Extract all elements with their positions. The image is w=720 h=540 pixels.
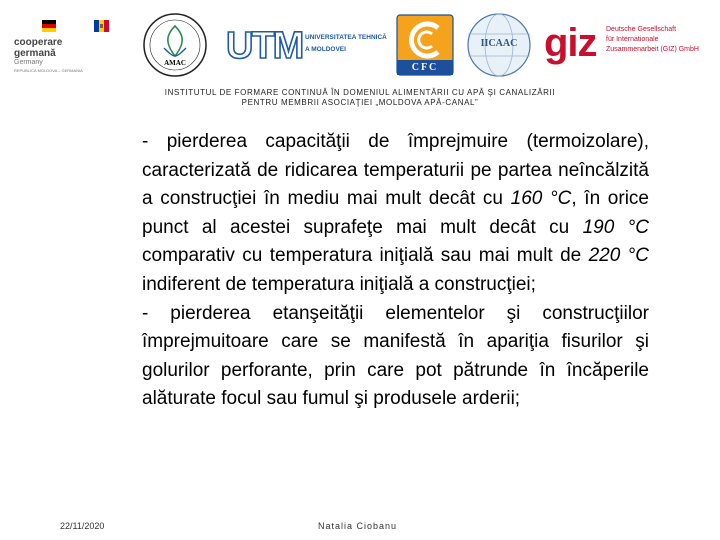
utm-logo: [226, 24, 388, 70]
p1-mid1: , în orice punct al acestei suprafeţe mai mult decât cu: [142, 188, 649, 238]
footer-author: Natalia Ciobanu: [318, 521, 398, 531]
amac-emblem-icon: [142, 12, 208, 78]
cfc-label: CFC: [411, 62, 439, 73]
cooperare-line2: germană: [14, 48, 56, 59]
iicaac-label: IICAAC: [480, 38, 518, 49]
institute-line2: PENTRU MEMBRII ASOCIAŢIEI „MOLDOVA APĂ-CANAL”: [241, 98, 479, 107]
slide-body: [68, 128, 649, 414]
cooperare-caption: REPUBLICA MOLDOVA – GERMANIA: [14, 68, 83, 73]
institute-line1: INSTITUTUL DE FORMARE CONTINUĂ ÎN DOMENIUL ALIMENTĂRII CU APĂ ŞI CANALIZĂRII: [164, 88, 556, 97]
utm-line1: UNIVERSITATEA TEHNICĂ: [305, 34, 387, 41]
utm-line2: A MOLDOVEI: [305, 46, 346, 53]
p1-end: indiferent de temperatura iniţială a construcţiei;: [142, 273, 536, 295]
giz-line1: Deutsche Gesellschaft: [606, 26, 677, 33]
institute-header: [0, 88, 720, 108]
cooperare-line3: Germany: [14, 59, 43, 66]
amac-label: AMAC: [164, 59, 186, 67]
temp-220: 220 °C: [588, 245, 649, 267]
utm-mark: UTM: [226, 25, 303, 67]
footer-date: 22/11/2020: [60, 521, 105, 531]
paragraph-thermal: [68, 128, 649, 300]
giz-line2: für Internationale: [606, 36, 659, 43]
cooperare-line1: cooperare: [14, 37, 63, 48]
temp-190: 190 °C: [582, 216, 649, 238]
giz-logo: [544, 20, 704, 72]
paragraph-tightness: - pierderea etanşeităţii elementelor şi construcţiilor împrejmuitoare care se manifestă în apariţia fisurilor şi golurilor perforante, prin care pot pătrunde în încăperile alăturate focul sau fumul şi produsele arderii;: [142, 302, 649, 410]
giz-line3: Zusammenarbeit (GIZ) GmbH: [606, 46, 699, 53]
p1-mid2: comparativ cu temperatura iniţială sau mai mult de: [142, 245, 589, 267]
cfc-logo: [396, 14, 454, 76]
cooperare-germana-logo: [14, 18, 118, 76]
iicaac-logo: [466, 12, 532, 78]
temp-160: 160 °C: [510, 188, 572, 210]
amac-logo: [142, 12, 208, 78]
p1-start: - pierderea capacităţii de împrejmuire (termoizolare), caracterizată de ridicarea temperaturii pe partea neîncălzită a construcţiei în mediu mai mult decât cu: [142, 131, 649, 210]
logo-bar: [14, 8, 706, 82]
giz-mark: giz: [544, 21, 597, 65]
